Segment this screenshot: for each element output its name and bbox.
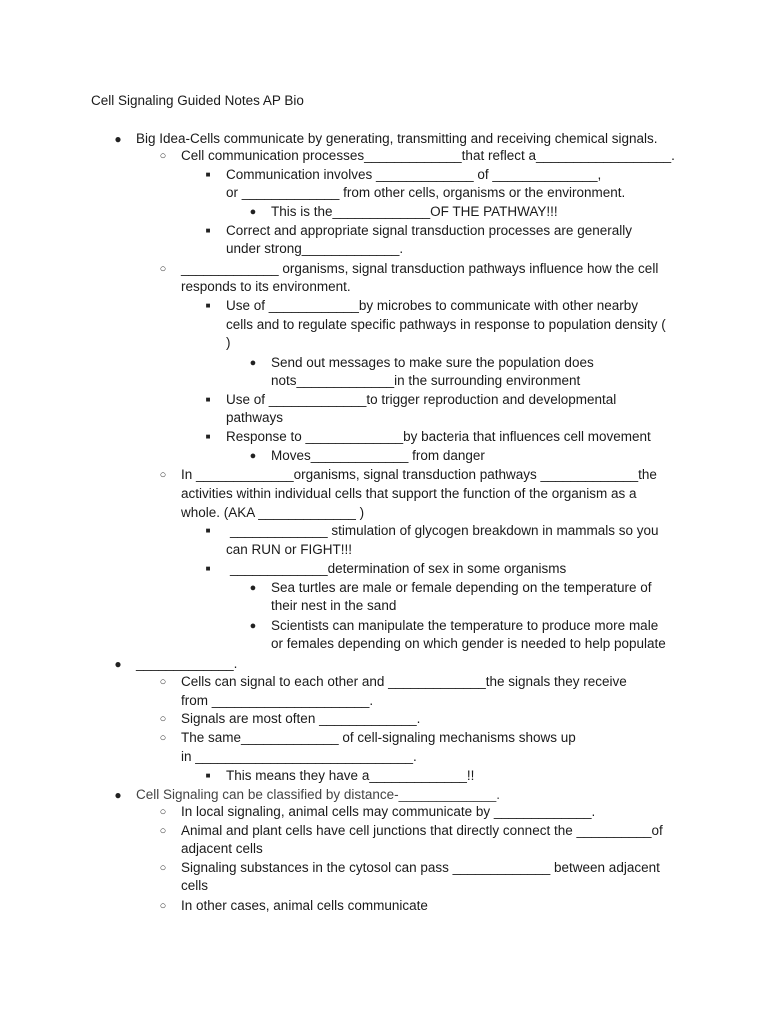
disc-bullet: ●: [114, 132, 122, 146]
note-line: Use of ____________by microbes to communicate with other nearby: [226, 298, 638, 313]
disc-bullet: ●: [114, 788, 122, 802]
note-line: In _____________organisms, signal transduction pathways _____________the: [181, 467, 657, 482]
note-line: Communication involves _____________ of ______________,: [226, 167, 602, 182]
circle-bullet: ○: [159, 825, 167, 837]
note-line: Animal and plant cells have cell junctions that directly connect the __________of: [181, 823, 663, 838]
note-line: cells and to regulate specific pathways in response to population density (: [226, 317, 666, 332]
note-line: responds to its environment.: [181, 279, 351, 294]
note-line: In local signaling, animal cells may communicate by _____________.: [181, 804, 596, 819]
disc-bullet: ●: [249, 206, 257, 218]
note-line: or females depending on which gender is needed to help populate: [271, 636, 666, 651]
disc-bullet: ●: [249, 582, 257, 594]
circle-bullet: ○: [159, 732, 167, 744]
note-line: Moves_____________ from danger: [271, 448, 485, 463]
note-line: Signaling substances in the cytosol can pass _____________ between adjacent: [181, 860, 660, 875]
circle-bullet: ○: [159, 862, 167, 874]
note-line: in _____________________________.: [181, 749, 417, 764]
note-line: In other cases, animal cells communicate: [181, 898, 428, 913]
note-line: Sea turtles are male or female depending on the temperature of: [271, 580, 652, 595]
note-line: nots_____________in the surrounding environment: [271, 373, 581, 388]
note-line: Cells can signal to each other and _____________the signals they receive: [181, 674, 627, 689]
note-line: Cell communication processes_____________that reflect a__________________.: [181, 148, 675, 163]
disc-bullet: ●: [249, 620, 257, 632]
note-line: _____________.: [136, 656, 238, 671]
square-bullet: ■: [205, 526, 211, 535]
circle-bullet: ○: [159, 713, 167, 725]
circle-bullet: ○: [159, 150, 167, 162]
square-bullet: ■: [205, 301, 211, 310]
note-line: adjacent cells: [181, 841, 263, 856]
page-title: Cell Signaling Guided Notes AP Bio: [91, 93, 304, 108]
square-bullet: ■: [205, 564, 211, 573]
note-line: cells: [181, 878, 209, 893]
note-line: Big Idea-Cells communicate by generating, transmitting and receiving chemical signals.: [136, 131, 658, 146]
note-line: can RUN or FIGHT!!!: [226, 542, 353, 557]
note-line: or _____________ from other cells, organisms or the environment.: [226, 185, 626, 200]
note-line: from _____________________.: [181, 693, 374, 708]
note-line: _____________ organisms, signal transduction pathways influence how the cell: [181, 261, 659, 276]
square-bullet: ■: [205, 432, 211, 441]
circle-bullet: ○: [159, 806, 167, 818]
note-line: Cell Signaling can be classified by distance-_____________.: [136, 787, 500, 802]
square-bullet: ■: [205, 771, 211, 780]
disc-bullet: ●: [114, 657, 122, 671]
note-line: _____________ stimulation of glycogen breakdown in mammals so you: [230, 523, 659, 538]
note-line: ): [226, 335, 231, 350]
note-line: their nest in the sand: [271, 598, 397, 613]
note-line: Signals are most often _____________.: [181, 711, 421, 726]
note-line: _____________determination of sex in some organisms: [230, 561, 567, 576]
square-bullet: ■: [205, 170, 211, 179]
disc-bullet: ●: [249, 357, 257, 369]
circle-bullet: ○: [159, 469, 167, 481]
square-bullet: ■: [205, 395, 211, 404]
note-line: This is the_____________OF THE PATHWAY!!!: [271, 204, 558, 219]
note-line: activities within individual cells that support the function of the organism as a: [181, 486, 637, 501]
note-line: whole. (AKA _____________ ): [181, 505, 365, 520]
note-line: This means they have a_____________!!: [226, 768, 475, 783]
square-bullet: ■: [205, 226, 211, 235]
circle-bullet: ○: [159, 900, 167, 912]
note-line: Correct and appropriate signal transduction processes are generally: [226, 223, 632, 238]
circle-bullet: ○: [159, 263, 167, 275]
note-line: Use of _____________to trigger reproduction and developmental: [226, 392, 617, 407]
disc-bullet: ●: [249, 450, 257, 462]
circle-bullet: ○: [159, 676, 167, 688]
note-line: pathways: [226, 410, 284, 425]
note-line: under strong_____________.: [226, 241, 404, 256]
note-line: The same_____________ of cell-signaling mechanisms shows up: [181, 730, 576, 745]
note-line: Response to _____________by bacteria that influences cell movement: [226, 429, 651, 444]
note-line: Send out messages to make sure the population does: [271, 355, 594, 370]
note-line: Scientists can manipulate the temperature to produce more male: [271, 618, 659, 633]
